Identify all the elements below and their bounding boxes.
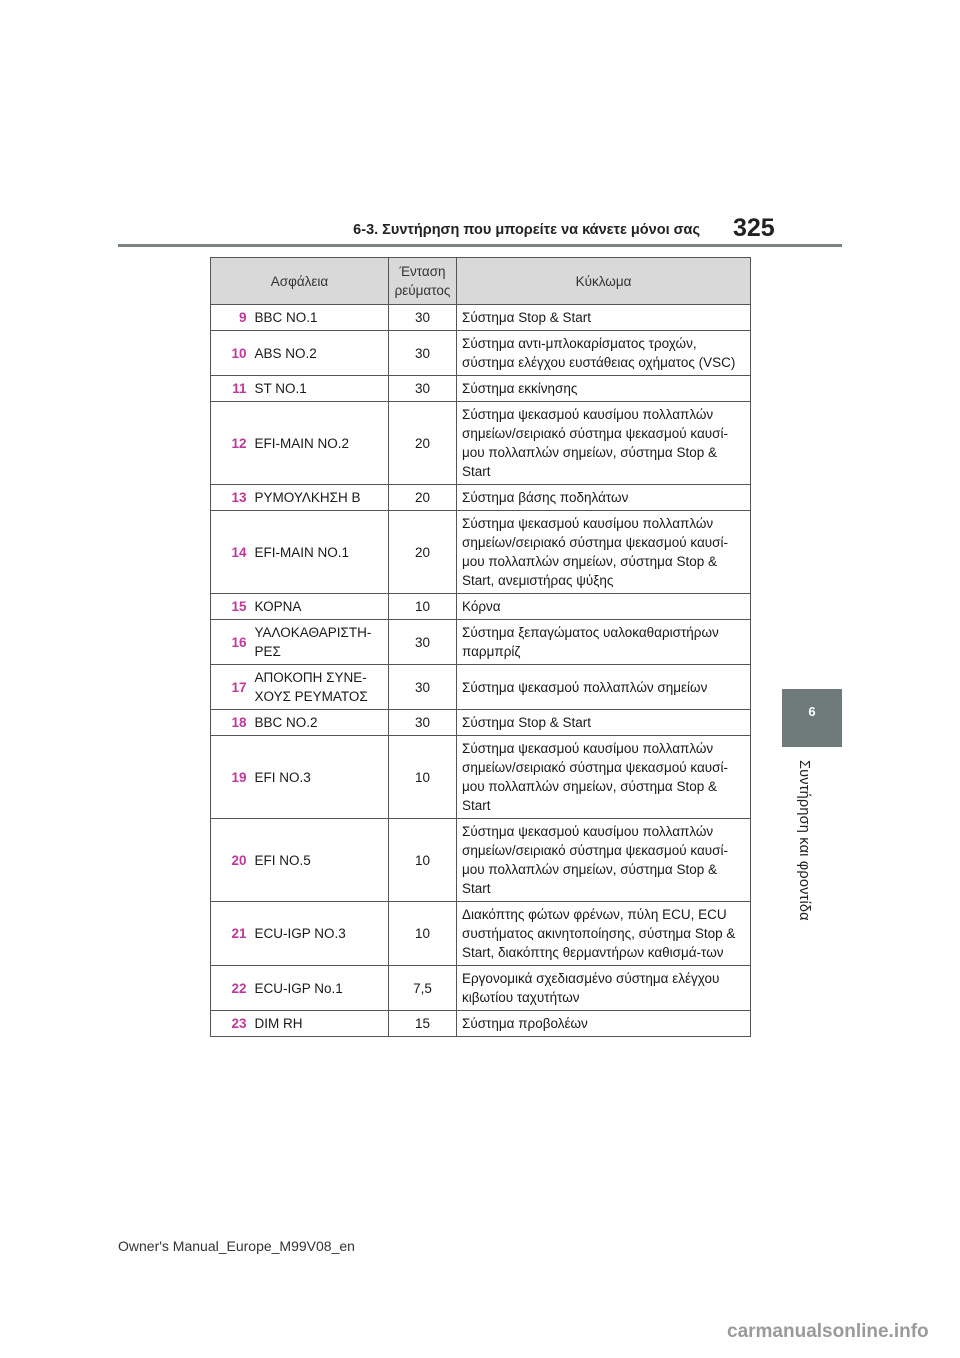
table-row — [211, 710, 751, 736]
fuse-name: ABS NO.2 — [251, 331, 389, 376]
fuse-number: 11 — [211, 376, 251, 402]
fuse-circuit: Εργονομικά σχεδιασμένο σύστημα ελέγχου κιβωτίου ταχυτήτων — [457, 966, 751, 1011]
fuse-current: 30 — [389, 710, 457, 736]
fuse-circuit: Σύστημα βάσης ποδηλάτων — [457, 485, 751, 511]
table-row — [211, 665, 751, 710]
fuse-circuit: Σύστημα ψεκασμού καυσίμου πολλαπλών σημείων/σειριακό σύστημα ψεκασμού καυσί-μου πολλαπλών σημείων, σύστημα Stop & Start — [457, 819, 751, 902]
fuse-circuit: Σύστημα Stop & Start — [457, 305, 751, 331]
fuse-number: 12 — [211, 402, 251, 485]
fuse-current: 15 — [389, 1011, 457, 1037]
watermark[interactable]: carmanualsonline.info — [727, 1321, 929, 1342]
fuse-current: 30 — [389, 376, 457, 402]
fuse-circuit: Σύστημα αντι-μπλοκαρίσματος τροχών, σύστημα ελέγχου ευστάθειας οχήματος (VSC) — [457, 331, 751, 376]
fuse-name: ΚΟΡΝΑ — [251, 594, 389, 620]
fuse-current: 30 — [389, 665, 457, 710]
fuse-name: ΑΠΟΚΟΠΗ ΣΥΝΕ-ΧΟΥΣ ΡΕΥΜΑΤΟΣ — [251, 665, 389, 710]
fuse-circuit: Διακόπτης φώτων φρένων, πύλη ECU, ECU συστήματος ακινητοποίησης, σύστημα Stop & Start, διακόπτης θερμαντήρων καθισμά-των — [457, 902, 751, 966]
section-title: 6-3. Συντήρηση που μπορείτε να κάνετε μόνοι σας — [353, 222, 700, 238]
table-row — [211, 376, 751, 402]
fuse-circuit: Σύστημα ψεκασμού καυσίμου πολλαπλών σημείων/σειριακό σύστημα ψεκασμού καυσί-μου πολλαπλών σημείων, σύστημα Stop & Start, ανεμιστήρας ψύξης — [457, 511, 751, 594]
fuse-current: 30 — [389, 331, 457, 376]
fuse-current: 30 — [389, 620, 457, 665]
fuse-circuit: Σύστημα ξεπαγώματος υαλοκαθαριστήρων παρμπρίζ — [457, 620, 751, 665]
fuse-current: 10 — [389, 736, 457, 819]
fuse-name: ΥΑΛΟΚΑΘΑΡΙΣΤΗ-ΡΕΣ — [251, 620, 389, 665]
fuse-current: 20 — [389, 485, 457, 511]
header-circuit: Κύκλωμα — [457, 258, 751, 305]
header-fuse: Ασφάλεια — [211, 258, 389, 305]
table-row — [211, 620, 751, 665]
table-row — [211, 331, 751, 376]
fuse-number: 10 — [211, 331, 251, 376]
fuse-circuit: Σύστημα εκκίνησης — [457, 376, 751, 402]
fuse-number: 21 — [211, 902, 251, 966]
table-row — [211, 402, 751, 485]
fuse-number: 22 — [211, 966, 251, 1011]
fuse-current: 7,5 — [389, 966, 457, 1011]
fuse-name: BBC NO.1 — [251, 305, 389, 331]
page-number: 325 — [733, 214, 775, 242]
table-header-row — [211, 258, 751, 305]
fuse-name: ΡΥΜΟΥΛΚΗΣΗ B — [251, 485, 389, 511]
table-row — [211, 819, 751, 902]
fuse-current: 10 — [389, 594, 457, 620]
fuse-number: 14 — [211, 511, 251, 594]
fuse-number: 16 — [211, 620, 251, 665]
table-row — [211, 966, 751, 1011]
table-row — [211, 736, 751, 819]
fuse-current: 10 — [389, 819, 457, 902]
fuse-number: 20 — [211, 819, 251, 902]
header-divider — [118, 244, 842, 247]
fuse-table — [210, 257, 751, 1037]
fuse-number: 23 — [211, 1011, 251, 1037]
fuse-current: 20 — [389, 402, 457, 485]
fuse-circuit: Σύστημα ψεκασμού πολλαπλών σημείων — [457, 665, 751, 710]
fuse-current: 20 — [389, 511, 457, 594]
fuse-current: 30 — [389, 305, 457, 331]
fuse-name: EFI NO.5 — [251, 819, 389, 902]
fuse-name: ECU-IGP NO.3 — [251, 902, 389, 966]
table-row — [211, 902, 751, 966]
fuse-name: EFI-MAIN NO.1 — [251, 511, 389, 594]
table-row — [211, 1011, 751, 1037]
fuse-number: 9 — [211, 305, 251, 331]
chapter-number: 6 — [808, 704, 816, 719]
fuse-current: 10 — [389, 902, 457, 966]
table-row — [211, 305, 751, 331]
fuse-number: 19 — [211, 736, 251, 819]
fuse-number: 17 — [211, 665, 251, 710]
footer-manual-id: Owner's Manual_Europe_M99V08_en — [118, 1238, 355, 1254]
fuse-circuit: Κόρνα — [457, 594, 751, 620]
fuse-circuit: Σύστημα Stop & Start — [457, 710, 751, 736]
fuse-name: ECU-IGP No.1 — [251, 966, 389, 1011]
fuse-circuit: Σύστημα ψεκασμού καυσίμου πολλαπλών σημείων/σειριακό σύστημα ψεκασμού καυσί-μου πολλαπλών σημείων, σύστημα Stop & Start — [457, 736, 751, 819]
fuse-name: BBC NO.2 — [251, 710, 389, 736]
chapter-title: Συντήρηση και φροντίδα — [796, 760, 812, 921]
fuse-number: 15 — [211, 594, 251, 620]
table-row — [211, 511, 751, 594]
table-row — [211, 594, 751, 620]
fuse-name: EFI NO.3 — [251, 736, 389, 819]
table-row — [211, 485, 751, 511]
fuse-name: EFI-MAIN NO.2 — [251, 402, 389, 485]
fuse-name: ST NO.1 — [251, 376, 389, 402]
fuse-circuit: Σύστημα προβολέων — [457, 1011, 751, 1037]
fuse-number: 13 — [211, 485, 251, 511]
fuse-name: DIM RH — [251, 1011, 389, 1037]
fuse-number: 18 — [211, 710, 251, 736]
chapter-tab[interactable] — [782, 689, 842, 747]
fuse-circuit: Σύστημα ψεκασμού καυσίμου πολλαπλών σημείων/σειριακό σύστημα ψεκασμού καυσί-μου πολλαπλών σημείων, σύστημα Stop & Start — [457, 402, 751, 485]
header-current: Ένταση ρεύματος — [389, 258, 457, 305]
